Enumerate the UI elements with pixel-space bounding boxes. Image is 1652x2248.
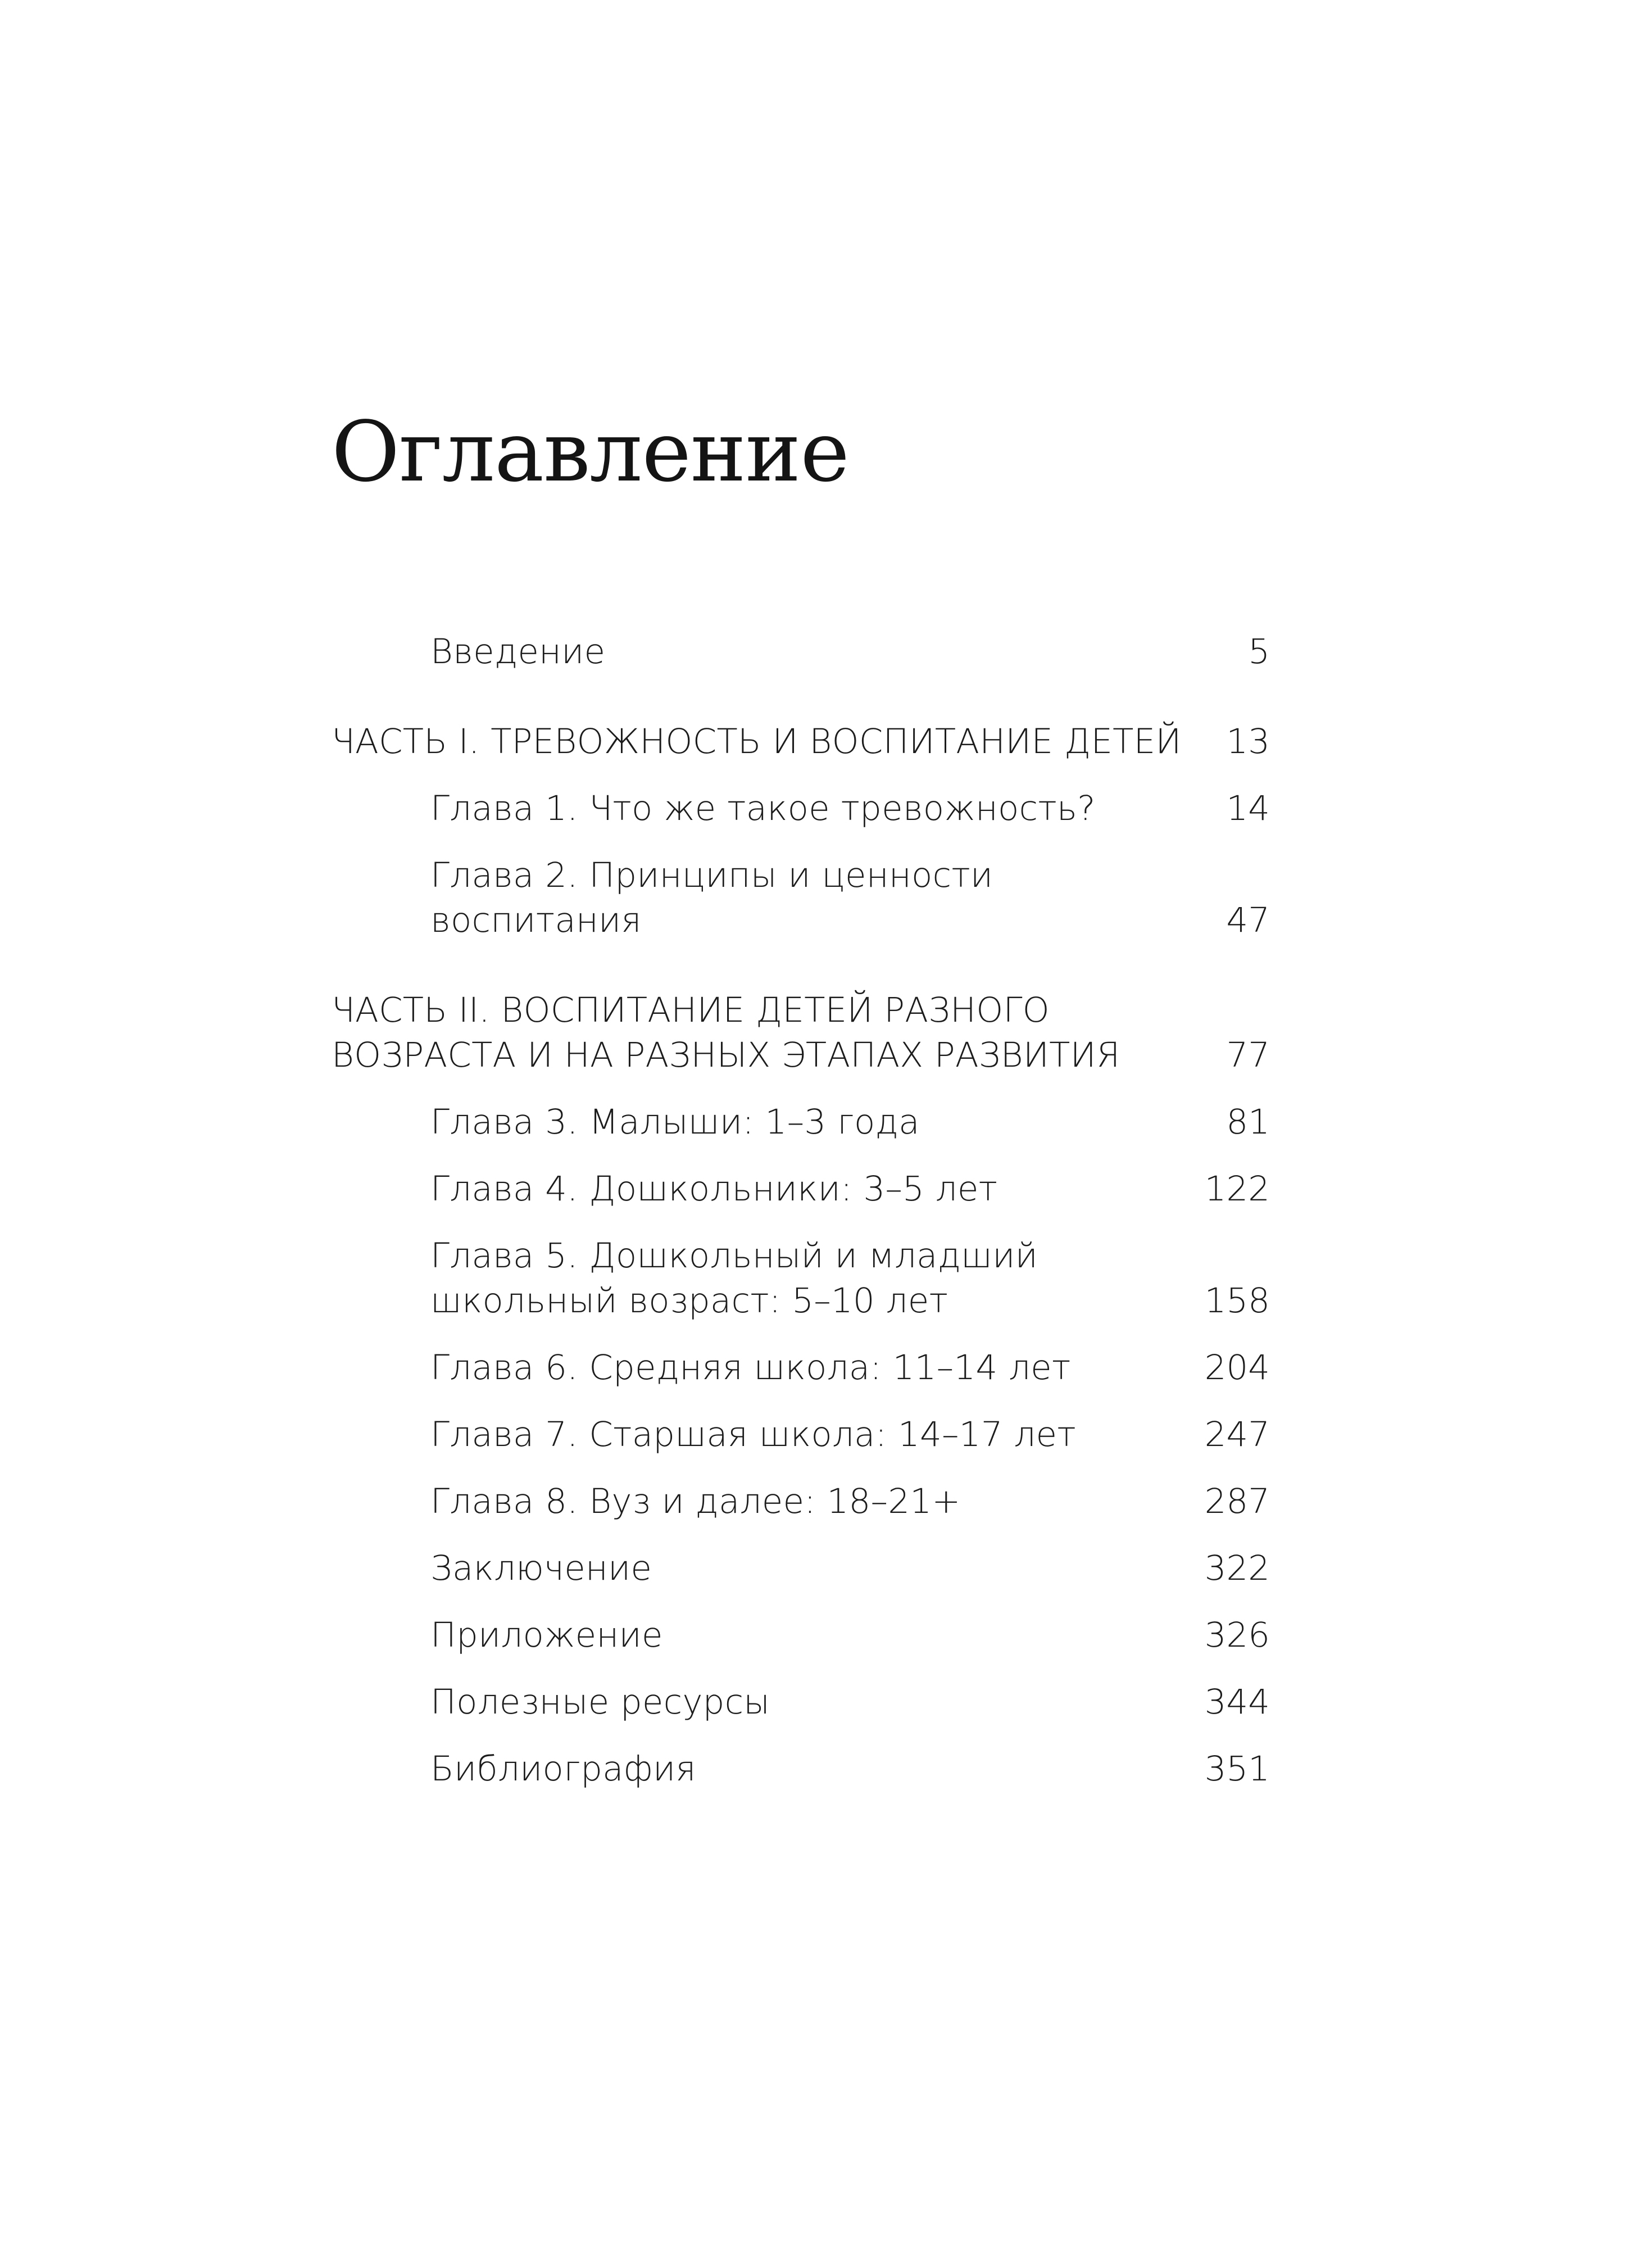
toc-entry-label: Глава 2. Принципы и ценности воспитания <box>430 855 993 940</box>
toc-entry-label: Библиография <box>430 1749 696 1789</box>
toc-entry-label: Глава 8. Вуз и далее: 18–21+ <box>430 1481 961 1521</box>
toc-entry-page: 351 <box>1204 1749 1270 1789</box>
toc-entry-label: Заключение <box>430 1548 652 1588</box>
toc-entry-page: 326 <box>1204 1615 1270 1655</box>
toc-entry-label: Глава 5. Дошкольный и младший школьный возраст: 5–10 лет <box>430 1236 1038 1321</box>
toc-entry-label: Глава 3. Малыши: 1–3 года <box>430 1102 920 1142</box>
toc-entry-page: 287 <box>1204 1481 1270 1521</box>
toc-entry-page: 122 <box>1204 1169 1270 1209</box>
toc-entry-page: 14 <box>1226 788 1270 828</box>
toc-entry-chapter-1[interactable] <box>332 786 1270 831</box>
toc-entry-resources[interactable] <box>332 1680 1270 1725</box>
toc-entry-page: 158 <box>1204 1281 1270 1321</box>
toc-entry-part-2[interactable] <box>332 988 1270 1078</box>
page-title: Оглавление <box>332 404 849 500</box>
toc-entry-chapter-6[interactable] <box>332 1345 1270 1390</box>
toc-entry-page: 322 <box>1204 1548 1270 1588</box>
toc-entry-label: ЧАСТЬ I. ТРЕВОЖНОСТЬ И ВОСПИТАНИЕ ДЕТЕЙ <box>332 722 1182 762</box>
toc-entry-page: 5 <box>1248 632 1270 672</box>
toc-entry-bibliography[interactable] <box>332 1747 1270 1792</box>
toc-entry-chapter-4[interactable] <box>332 1167 1270 1212</box>
toc-entry-page: 247 <box>1204 1415 1270 1454</box>
toc-entry-label: Глава 4. Дошкольники: 3–5 лет <box>430 1169 998 1209</box>
toc-entry-page: 47 <box>1226 900 1270 940</box>
toc-entry-label: ЧАСТЬ II. ВОСПИТАНИЕ ДЕТЕЙ РАЗНОГО ВОЗРАСТА И НА РАЗНЫХ ЭТАПАХ РАЗВИТИЯ <box>332 990 1120 1075</box>
toc-entry-label: Глава 7. Старшая школа: 14–17 лет <box>430 1415 1076 1454</box>
toc-entry-chapter-7[interactable] <box>332 1412 1270 1457</box>
toc-entry-page: 344 <box>1204 1682 1270 1722</box>
toc-entry-page: 81 <box>1226 1102 1270 1142</box>
toc-entry-chapter-2[interactable] <box>332 853 1270 943</box>
toc-entry-part-1[interactable] <box>332 719 1270 764</box>
toc-entry-chapter-5[interactable] <box>332 1234 1270 1324</box>
toc-entry-label: Глава 6. Средняя школа: 11–14 лет <box>430 1348 1071 1388</box>
toc-entry-chapter-8[interactable] <box>332 1479 1270 1524</box>
toc-entry-label: Глава 1. Что же такое тревожность? <box>430 788 1096 828</box>
table-of-contents <box>332 629 1270 1814</box>
toc-entry-page: 77 <box>1226 1035 1270 1075</box>
toc-entry-conclusion[interactable] <box>332 1546 1270 1591</box>
toc-entry-label: Полезные ресурсы <box>430 1682 770 1722</box>
toc-entry-page: 204 <box>1204 1348 1270 1388</box>
toc-entry-appendix[interactable] <box>332 1613 1270 1658</box>
toc-entry-label: Приложение <box>430 1615 663 1655</box>
toc-entry-page: 13 <box>1226 722 1270 762</box>
toc-entry-chapter-3[interactable] <box>332 1100 1270 1145</box>
toc-entry-label: Введение <box>430 632 606 672</box>
toc-entry-introduction[interactable] <box>332 629 1270 674</box>
